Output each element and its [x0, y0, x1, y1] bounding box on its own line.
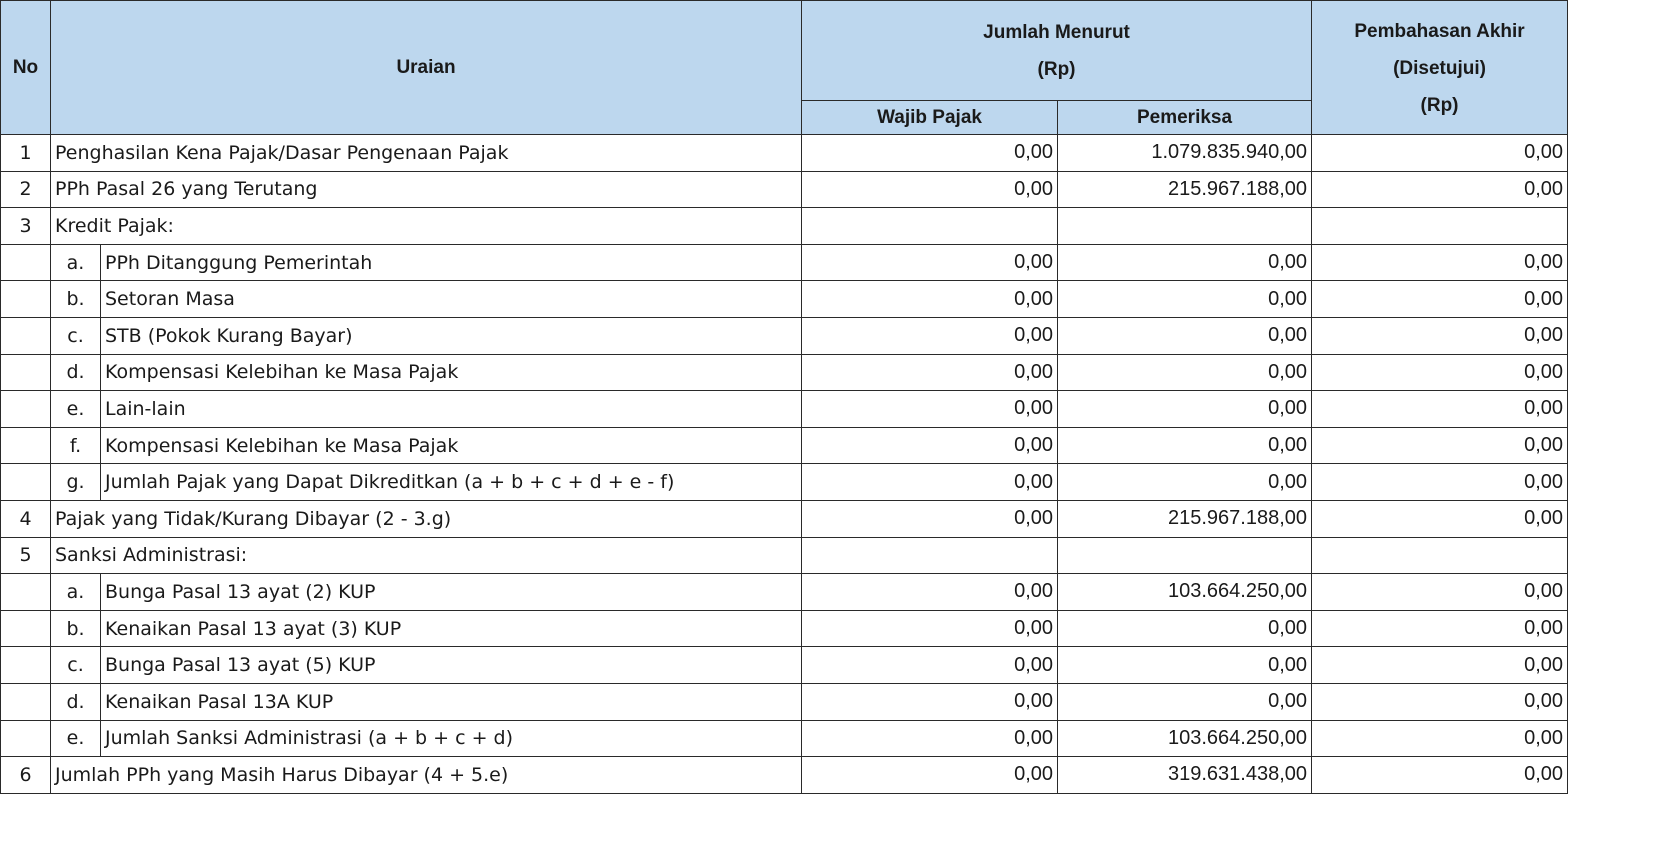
- value-pembahasan-akhir: 0,00: [1312, 647, 1568, 684]
- row-number: [1, 610, 51, 647]
- row-letter: a.: [51, 244, 101, 281]
- row-number: 2: [1, 171, 51, 208]
- table-row: [1, 464, 1568, 501]
- row-number: [1, 354, 51, 391]
- row-number: [1, 427, 51, 464]
- value-pemeriksa: 103.664.250,00: [1058, 720, 1312, 757]
- value-wajib-pajak: 0,00: [802, 281, 1058, 318]
- header-jumlah-menurut-label: Jumlah Menurut: [983, 21, 1130, 43]
- header-pemeriksa: Pemeriksa: [1058, 101, 1312, 135]
- header-jumlah-menurut: [802, 1, 1312, 101]
- value-pembahasan-akhir: 0,00: [1312, 244, 1568, 281]
- row-number: [1, 281, 51, 318]
- header-jumlah-menurut-unit: (Rp): [1037, 58, 1076, 80]
- value-pemeriksa: 0,00: [1058, 244, 1312, 281]
- value-pemeriksa: [1058, 208, 1312, 245]
- value-pemeriksa: 0,00: [1058, 683, 1312, 720]
- value-pemeriksa: 215.967.188,00: [1058, 171, 1312, 208]
- value-pembahasan-akhir: 0,00: [1312, 574, 1568, 611]
- header-pembahasan-line3: (Rp): [1420, 95, 1459, 116]
- row-number: [1, 647, 51, 684]
- value-wajib-pajak: 0,00: [802, 610, 1058, 647]
- row-letter: c.: [51, 647, 101, 684]
- value-wajib-pajak: 0,00: [802, 757, 1058, 794]
- value-pemeriksa: 0,00: [1058, 354, 1312, 391]
- row-description: STB (Pokok Kurang Bayar): [101, 317, 802, 354]
- value-pemeriksa: [1058, 537, 1312, 574]
- value-pembahasan-akhir: 0,00: [1312, 500, 1568, 537]
- table-row: [1, 135, 1568, 172]
- value-wajib-pajak: 0,00: [802, 500, 1058, 537]
- value-pembahasan-akhir: 0,00: [1312, 391, 1568, 428]
- value-wajib-pajak: 0,00: [802, 464, 1058, 501]
- table-row: [1, 610, 1568, 647]
- row-number: [1, 464, 51, 501]
- value-pemeriksa: 1.079.835.940,00: [1058, 135, 1312, 172]
- row-letter: g.: [51, 464, 101, 501]
- value-wajib-pajak: 0,00: [802, 647, 1058, 684]
- value-wajib-pajak: [802, 208, 1058, 245]
- header-pembahasan-akhir: [1312, 1, 1568, 135]
- value-pembahasan-akhir: 0,00: [1312, 683, 1568, 720]
- table-row: [1, 391, 1568, 428]
- row-number: [1, 683, 51, 720]
- value-pembahasan-akhir: 0,00: [1312, 464, 1568, 501]
- header-pembahasan-line2: (Disetujui): [1393, 58, 1486, 79]
- value-pembahasan-akhir: 0,00: [1312, 427, 1568, 464]
- value-pemeriksa: 103.664.250,00: [1058, 574, 1312, 611]
- value-pemeriksa: 0,00: [1058, 647, 1312, 684]
- table-row: [1, 574, 1568, 611]
- table-row: [1, 683, 1568, 720]
- value-pemeriksa: 215.967.188,00: [1058, 500, 1312, 537]
- table-body: [1, 135, 1568, 794]
- row-number: [1, 244, 51, 281]
- value-pembahasan-akhir: 0,00: [1312, 610, 1568, 647]
- value-pemeriksa: 319.631.438,00: [1058, 757, 1312, 794]
- value-wajib-pajak: 0,00: [802, 720, 1058, 757]
- row-description: Bunga Pasal 13 ayat (2) KUP: [101, 574, 802, 611]
- row-description: Bunga Pasal 13 ayat (5) KUP: [101, 647, 802, 684]
- row-description: Kredit Pajak:: [51, 208, 802, 245]
- row-description: PPh Ditanggung Pemerintah: [101, 244, 802, 281]
- value-pemeriksa: 0,00: [1058, 391, 1312, 428]
- row-number: [1, 317, 51, 354]
- row-description: Jumlah PPh yang Masih Harus Dibayar (4 + 5.e): [51, 757, 802, 794]
- row-number: 1: [1, 135, 51, 172]
- value-pembahasan-akhir: 0,00: [1312, 135, 1568, 172]
- value-pemeriksa: 0,00: [1058, 317, 1312, 354]
- row-number: 4: [1, 500, 51, 537]
- value-pemeriksa: 0,00: [1058, 610, 1312, 647]
- row-number: [1, 574, 51, 611]
- value-wajib-pajak: 0,00: [802, 391, 1058, 428]
- table-row: [1, 757, 1568, 794]
- value-pembahasan-akhir: 0,00: [1312, 317, 1568, 354]
- table-row: [1, 281, 1568, 318]
- value-pembahasan-akhir: [1312, 537, 1568, 574]
- value-pemeriksa: 0,00: [1058, 281, 1312, 318]
- value-wajib-pajak: 0,00: [802, 317, 1058, 354]
- value-pembahasan-akhir: 0,00: [1312, 757, 1568, 794]
- table-row: [1, 500, 1568, 537]
- header-wajib-pajak: Wajib Pajak: [802, 101, 1058, 135]
- row-letter: a.: [51, 574, 101, 611]
- table-row: [1, 317, 1568, 354]
- value-pemeriksa: 0,00: [1058, 464, 1312, 501]
- row-description: Setoran Masa: [101, 281, 802, 318]
- value-wajib-pajak: 0,00: [802, 683, 1058, 720]
- row-letter: c.: [51, 317, 101, 354]
- row-description: Kompensasi Kelebihan ke Masa Pajak: [101, 427, 802, 464]
- row-description: Kenaikan Pasal 13A KUP: [101, 683, 802, 720]
- row-description: Jumlah Sanksi Administrasi (a + b + c + d): [101, 720, 802, 757]
- table-row: [1, 208, 1568, 245]
- value-wajib-pajak: 0,00: [802, 135, 1058, 172]
- table-row: [1, 354, 1568, 391]
- row-description: Kenaikan Pasal 13 ayat (3) KUP: [101, 610, 802, 647]
- row-number: [1, 720, 51, 757]
- row-description: Lain-lain: [101, 391, 802, 428]
- row-letter: e.: [51, 391, 101, 428]
- table-row: [1, 537, 1568, 574]
- row-description: Sanksi Administrasi:: [51, 537, 802, 574]
- row-letter: e.: [51, 720, 101, 757]
- value-pembahasan-akhir: 0,00: [1312, 720, 1568, 757]
- table-header: [1, 1, 1568, 135]
- table-row: [1, 720, 1568, 757]
- table-row: [1, 244, 1568, 281]
- value-pembahasan-akhir: [1312, 208, 1568, 245]
- row-number: 5: [1, 537, 51, 574]
- value-pembahasan-akhir: 0,00: [1312, 171, 1568, 208]
- row-number: 3: [1, 208, 51, 245]
- row-description: Pajak yang Tidak/Kurang Dibayar (2 - 3.g): [51, 500, 802, 537]
- row-letter: b.: [51, 610, 101, 647]
- row-description: PPh Pasal 26 yang Terutang: [51, 171, 802, 208]
- value-wajib-pajak: 0,00: [802, 427, 1058, 464]
- row-letter: f.: [51, 427, 101, 464]
- header-no: No: [1, 1, 51, 135]
- table-row: [1, 427, 1568, 464]
- row-letter: d.: [51, 354, 101, 391]
- value-wajib-pajak: 0,00: [802, 244, 1058, 281]
- value-wajib-pajak: 0,00: [802, 354, 1058, 391]
- row-description: Kompensasi Kelebihan ke Masa Pajak: [101, 354, 802, 391]
- row-letter: d.: [51, 683, 101, 720]
- value-wajib-pajak: 0,00: [802, 171, 1058, 208]
- row-description: Penghasilan Kena Pajak/Dasar Pengenaan Pajak: [51, 135, 802, 172]
- row-number: 6: [1, 757, 51, 794]
- value-pembahasan-akhir: 0,00: [1312, 354, 1568, 391]
- row-description: Jumlah Pajak yang Dapat Dikreditkan (a + b + c + d + e - f): [101, 464, 802, 501]
- row-letter: b.: [51, 281, 101, 318]
- row-number: [1, 391, 51, 428]
- value-wajib-pajak: 0,00: [802, 574, 1058, 611]
- header-uraian: Uraian: [51, 1, 802, 135]
- header-pembahasan-line1: Pembahasan Akhir: [1354, 21, 1525, 42]
- table-row: [1, 171, 1568, 208]
- value-pemeriksa: 0,00: [1058, 427, 1312, 464]
- value-pembahasan-akhir: 0,00: [1312, 281, 1568, 318]
- table-row: [1, 647, 1568, 684]
- value-wajib-pajak: [802, 537, 1058, 574]
